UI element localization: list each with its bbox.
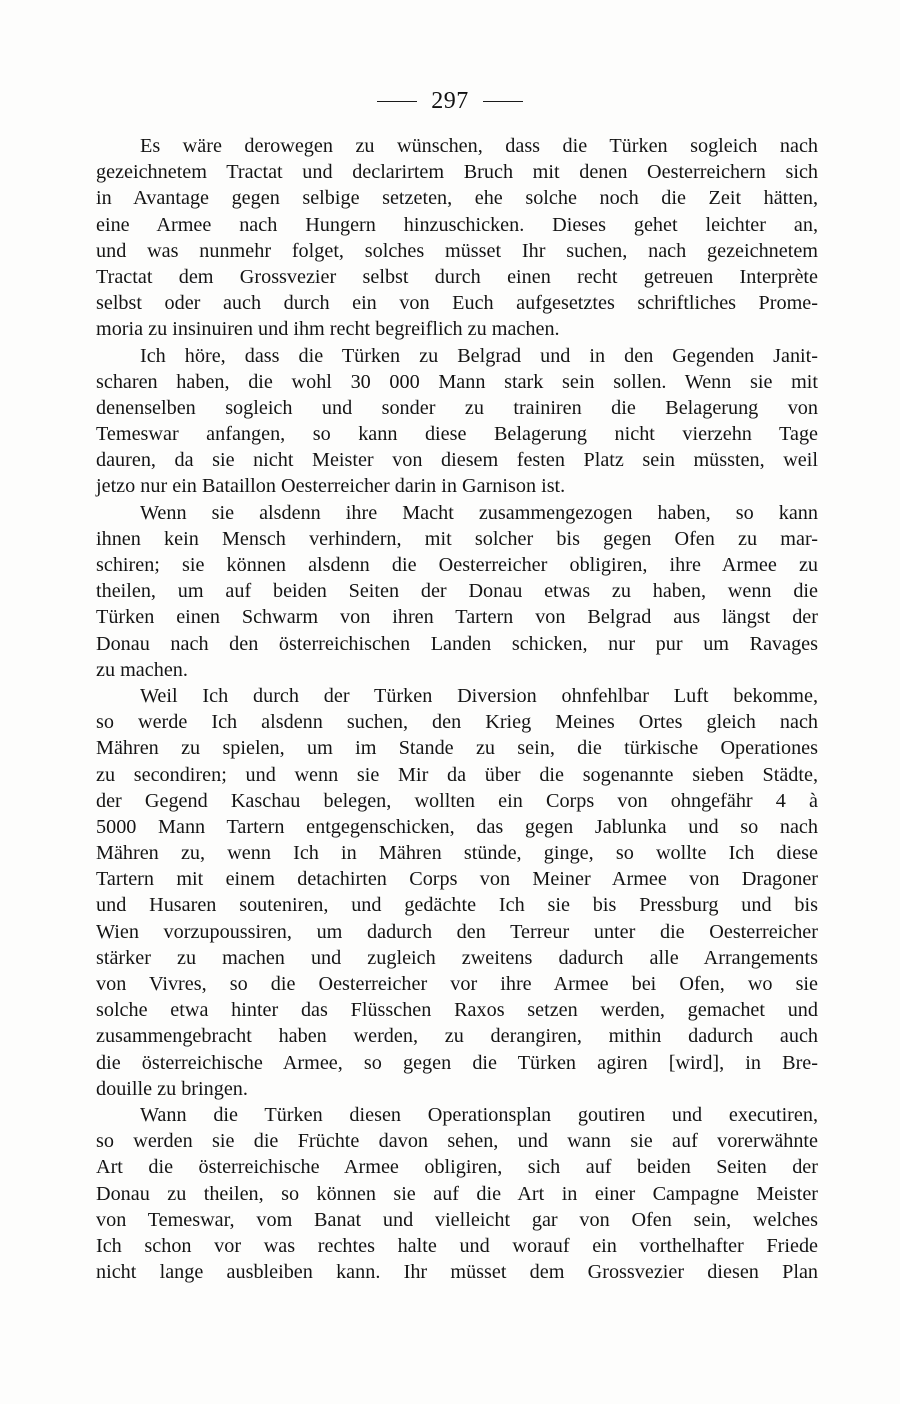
paragraph [96, 683, 818, 1102]
text-line: theilen, um auf beiden Seiten der Donau etwas zu haben, wenn die [96, 580, 818, 603]
text-line: solche etwa hinter das Flüsschen Raxos setzen werden, gemachet und [96, 999, 818, 1022]
text-line: Mähren zu, wenn Ich in Mähren stünde, ginge, so wollte Ich diese [96, 842, 818, 865]
text-line: Es wäre derowegen zu wünschen, dass die Türken sogleich nach [140, 135, 818, 157]
text-line: schiren; sie können alsdenn die Oesterreicher obligiren, ihre Armee zu [96, 554, 818, 576]
page-header [0, 84, 900, 118]
text-line: so werden sie die Früchte davon sehen, und wann sie auf vorerwähnte [96, 1130, 818, 1153]
text-line: zusammengebracht haben werden, zu derangiren, mithin dadurch auch [96, 1025, 818, 1048]
text-line: und Husaren souteniren, und gedächte Ich sie bis Pressburg und bis [96, 894, 818, 917]
text-line: gezeichnetem Tractat und declarirtem Bruch mit denen Oesterreichern sich [96, 161, 818, 184]
text-line: so werde Ich alsdenn suchen, den Krieg Meines Ortes gleich nach [96, 711, 818, 734]
text-line: die österreichische Armee, so gegen die Türken agiren [wird], in Bre- [96, 1051, 818, 1074]
text-line: jetzo nur ein Bataillon Oesterreicher darin in Garnison ist. [96, 475, 566, 498]
paragraph [96, 343, 818, 500]
body-text [96, 133, 818, 1285]
header-rule-left [377, 101, 417, 102]
text-line: Ich schon vor was rechtes halte und worauf ein vorthelhafter Friede [96, 1234, 818, 1257]
paragraph [96, 133, 818, 343]
page-number: 297 [431, 87, 469, 114]
text-line: Mähren zu spielen, um im Stande zu sein, die türkische Operationes [96, 737, 818, 760]
text-line: und was nunmehr folget, solches müsset Ihr suchen, nach gezeichnetem [96, 239, 818, 262]
text-line: ihnen kein Mensch verhindern, mit solcher bis gegen Ofen zu mar- [96, 527, 818, 550]
text-line: Tractat dem Grossvezier selbst durch einen recht getreuen Interprète [96, 265, 818, 288]
text-line: Donau nach den österreichischen Landen schicken, nur pur um Ravages [96, 632, 818, 655]
text-line: zu secondiren; und wenn sie Mir da über die sogenannte sieben Städte, [96, 763, 818, 786]
text-line: 5000 Mann Tartern entgegenschicken, das gegen Jablunka und so nach [96, 815, 818, 838]
text-line: Weil Ich durch der Türken Diversion ohnfehlbar Luft bekomme, [140, 684, 818, 707]
text-line: douille zu bringen. [96, 1077, 248, 1100]
text-line: von Temeswar, vom Banat und vielleicht gar von Ofen sein, welches [96, 1208, 818, 1231]
text-line: scharen haben, die wohl 30 000 Mann stark sein sollen. Wenn sie mit [96, 370, 818, 393]
text-line: Wien vorzupoussiren, um dadurch den Terreur unter die Oesterreicher [96, 920, 818, 943]
text-line: der Gegend Kaschau belegen, wollten ein Corps von ohngefähr 4 à [96, 789, 818, 812]
text-line: Donau zu theilen, so können sie auf die Art in einer Campagne Meister [96, 1182, 818, 1205]
text-line: selbst oder auch durch ein von Euch aufgesetztes schriftliches Prome- [96, 292, 818, 315]
text-line: von Vivres, so die Oesterreicher vor ihre Armee bei Ofen, wo sie [96, 973, 818, 995]
paragraph [96, 500, 818, 683]
text-line: in Avantage gegen selbige setzeten, ehe solche noch die Zeit hätten, [96, 187, 818, 210]
text-line: Türken einen Schwarm von ihren Tartern von Belgrad aus längst der [96, 606, 818, 629]
text-line: Ich höre, dass die Türken zu Belgrad und in den Gegenden Janit- [140, 344, 818, 367]
text-line: Wenn sie alsdenn ihre Macht zusammengezogen haben, so kann [140, 501, 818, 524]
text-line: nicht lange ausbleiben kann. Ihr müsset dem Grossvezier diesen Plan [96, 1261, 818, 1284]
text-line: eine Armee nach Hungern hinzuschicken. Dieses gehet leichter an, [96, 213, 818, 236]
text-line: Wann die Türken diesen Operationsplan goutiren und executiren, [140, 1103, 818, 1126]
text-line: moria zu insinuiren und ihm recht begreiflich zu machen. [96, 318, 560, 341]
text-line: Tartern mit einem detachirten Corps von Meiner Armee von Dragoner [96, 868, 818, 891]
header-rule-right [483, 101, 523, 102]
paragraph [96, 1102, 818, 1285]
text-line: dauren, da sie nicht Meister von diesem festen Platz sein müssten, weil [96, 449, 818, 472]
text-line: zu machen. [96, 658, 188, 681]
text-line: Temeswar anfangen, so kann diese Belagerung nicht vierzehn Tage [96, 423, 818, 446]
text-line: stärker zu machen und zugleich zweitens dadurch alle Arrangements [96, 946, 818, 969]
text-line: denenselben sogleich und sonder zu trainiren die Belagerung von [96, 396, 818, 419]
text-line: Art die österreichische Armee obligiren, sich auf beiden Seiten der [96, 1156, 818, 1179]
